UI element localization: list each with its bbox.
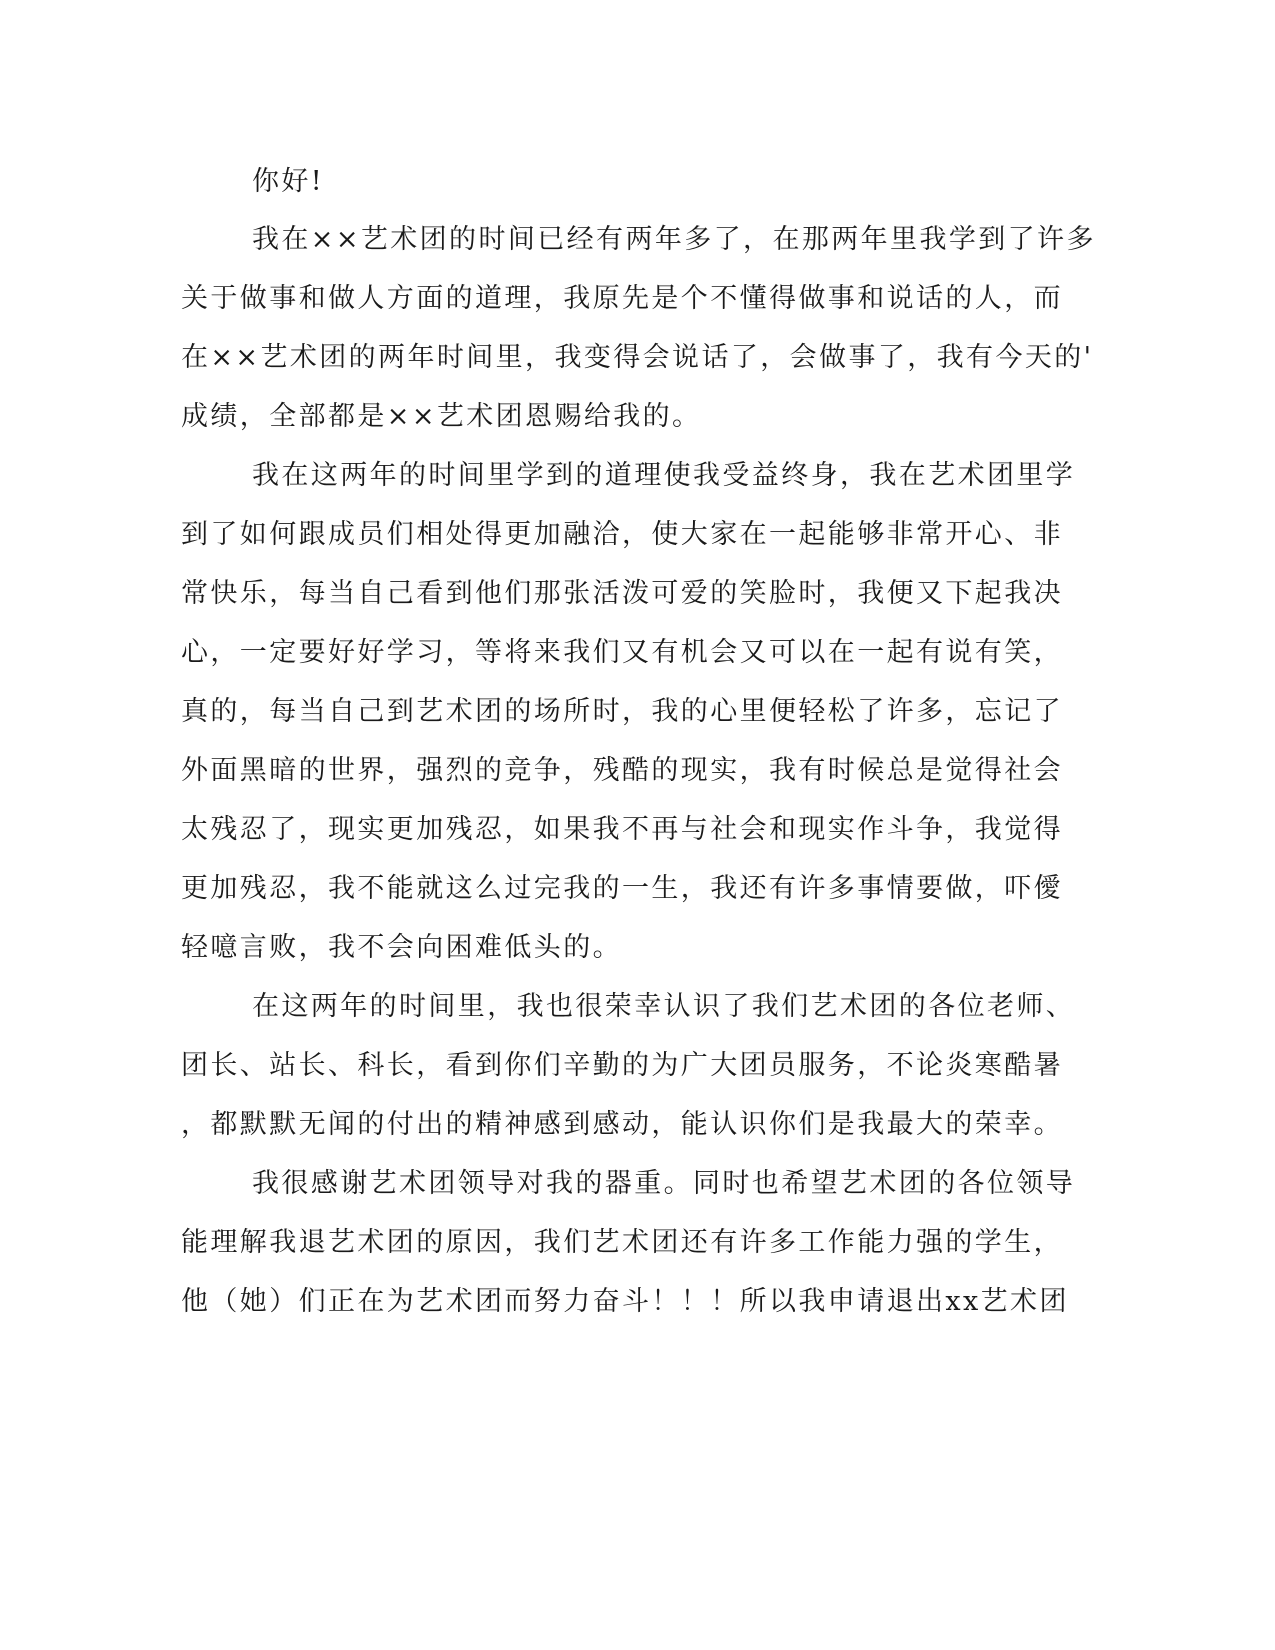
paragraph-3-line-2: 团长、站长、科长，看到你们辛勤的为广大团员服务，不论炎寒酷暑 <box>181 1050 1063 1081</box>
paragraph-4-line-1: 我很感谢艺术团领导对我的器重。同时也希望艺术团的各位领导 <box>252 1168 1076 1199</box>
paragraph-3-line-3: ，都默默无闻的付出的精神感到感动，能认识你们是我最大的荣幸。 <box>181 1109 1063 1140</box>
paragraph-4-line-2: 能理解我退艺术团的原因，我们艺术团还有许多工作能力强的学生， <box>181 1227 1063 1258</box>
paragraph-1-line-2: 关于做事和做人方面的道理，我原先是个不懂得做事和说话的人，而 <box>181 283 1063 314</box>
paragraph-4-line-3: 他（她）们正在为艺术团而努力奋斗！！！所以我申请退出xx艺术团 <box>181 1286 1069 1317</box>
paragraph-2-line-8: 更加残忍，我不能就这么过完我的一生，我还有许多事情要做，吓僾 <box>181 873 1063 904</box>
paragraph-1-line-3: 在××艺术团的两年时间里，我变得会说话了，会做事了，我有今天的' <box>181 342 1094 373</box>
paragraph-2-line-9: 轻噫言败，我不会向困难低头的。 <box>181 932 622 963</box>
paragraph-2-line-2: 到了如何跟成员们相处得更加融洽，使大家在一起能够非常开心、非 <box>181 519 1063 550</box>
paragraph-2-line-3: 常快乐，每当自己看到他们那张活泼可爱的笑脸时，我便又下起我决 <box>181 578 1063 609</box>
paragraph-1-line-1: 我在××艺术团的时间已经有两年多了，在那两年里我学到了许多 <box>252 224 1096 255</box>
paragraph-2-line-5: 真的，每当自己到艺术团的场所时，我的心里便轻松了许多，忘记了 <box>181 696 1063 727</box>
paragraph-1-line-4: 成绩，全部都是××艺术团恩赐给我的。 <box>181 401 702 432</box>
greeting-line: 你好! <box>252 166 325 197</box>
paragraph-2-line-1: 我在这两年的时间里学到的道理使我受益终身，我在艺术团里学 <box>252 460 1076 491</box>
paragraph-2-line-7: 太残忍了，现实更加残忍，如果我不再与社会和现实作斗争，我觉得 <box>181 814 1063 845</box>
paragraph-2-line-4: 心，一定要好好学习，等将来我们又有机会又可以在一起有说有笑， <box>181 637 1063 668</box>
paragraph-3-line-1: 在这两年的时间里，我也很荣幸认识了我们艺术团的各位老师、 <box>252 991 1076 1022</box>
paragraph-2-line-6: 外面黑暗的世界，强烈的竞争，残酷的现实，我有时候总是觉得社会 <box>181 755 1063 786</box>
